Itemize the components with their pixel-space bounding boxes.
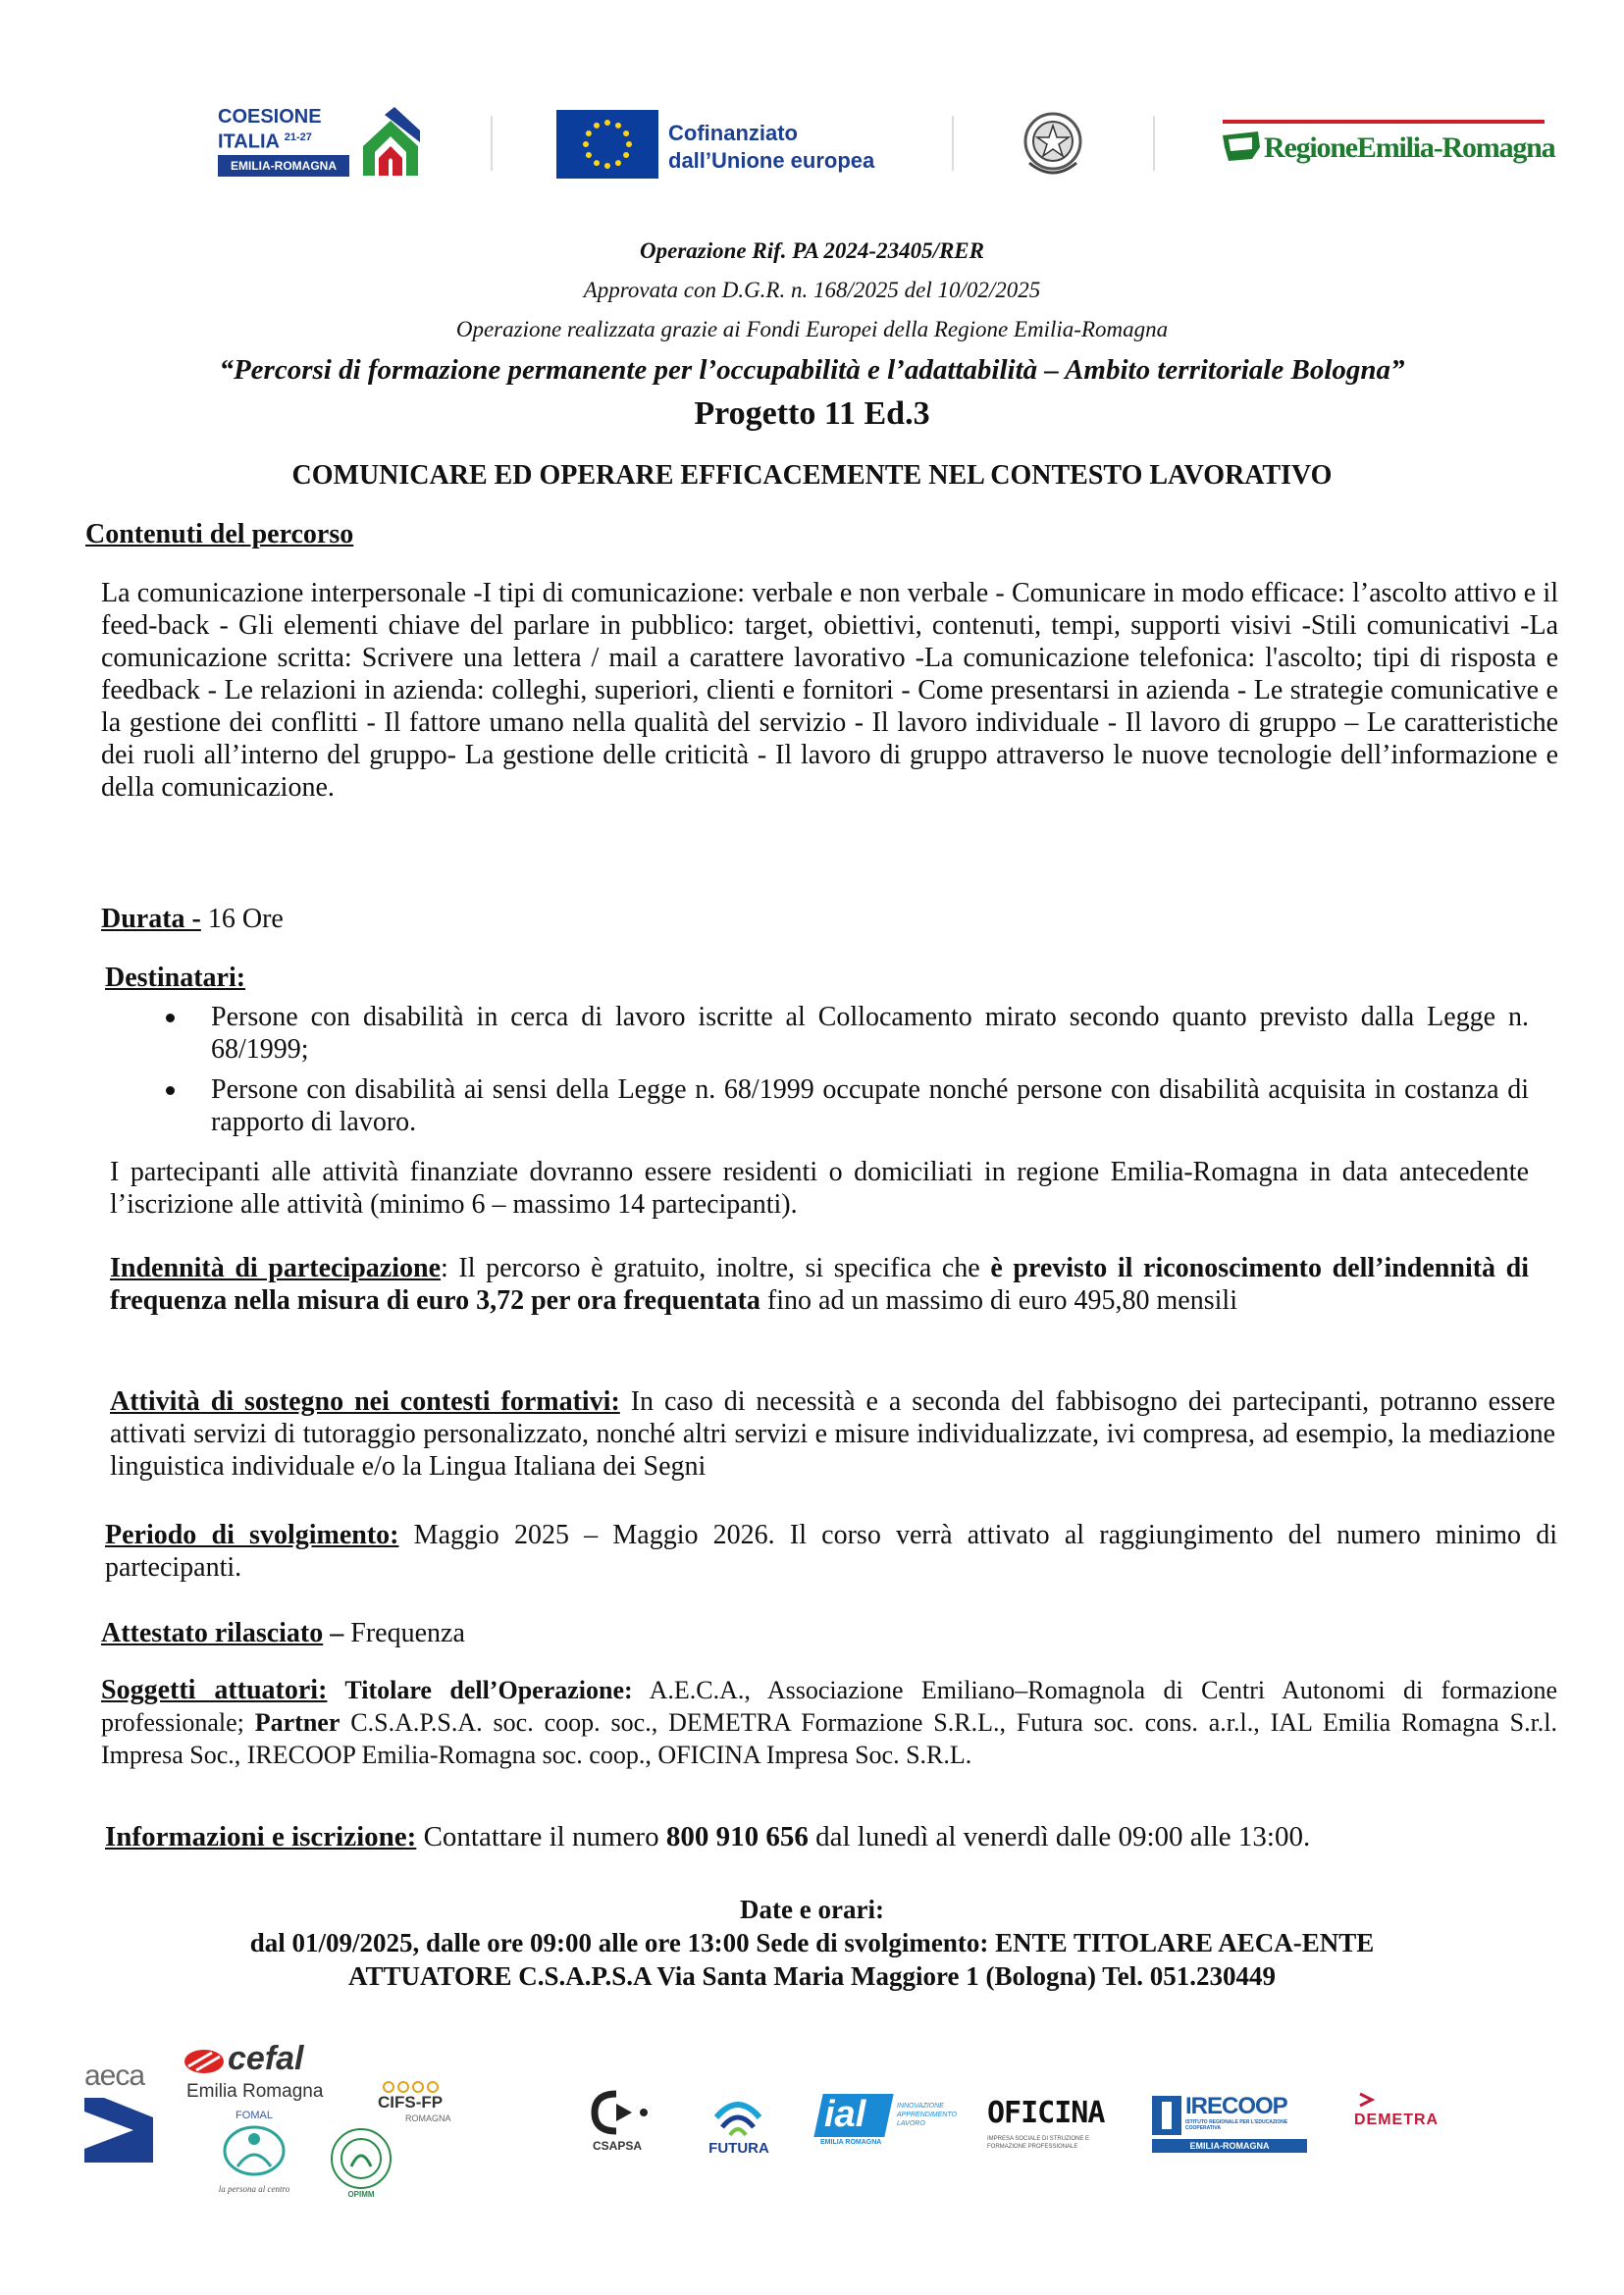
demetra-text: DEMETRA	[1354, 2112, 1440, 2128]
eu-star-icon	[586, 130, 592, 136]
ial-text: ial	[824, 2094, 866, 2135]
italian-republic-emblem-icon	[1022, 108, 1084, 183]
indennita-text2: fino ad un massimo di euro 495,80 mensili	[760, 1285, 1237, 1316]
list-item	[101, 1001, 1529, 1066]
opimm-text: OPIMM	[347, 2190, 375, 2199]
aeca-logo	[84, 2060, 155, 2168]
futura-logo	[705, 2088, 773, 2163]
project-title: Progetto 11 Ed.3	[694, 395, 930, 432]
cefal-text: cefal	[228, 2040, 304, 2077]
dates-line2: ATTUATORE C.S.A.P.S.A Via Santa Maria Maggiore 1 (Bologna) Tel. 051.230449	[347, 1961, 1277, 1991]
fomal-mark-icon	[220, 2123, 288, 2178]
futura-mark-icon	[710, 2088, 765, 2137]
demetra-logo	[1354, 2092, 1462, 2141]
separator	[952, 116, 954, 171]
destinatari-item-1: Persone con disabilità in cerca di lavoro iscritte al Collocamento mirato secondo quanto previsto dalla Legge n. 68/1999;	[211, 1002, 1529, 1065]
fomal-text: FOMAL	[236, 2110, 273, 2121]
ial-logo	[818, 2094, 956, 2153]
operation-reference: Operazione Rif. PA 2024-23405/RER	[640, 238, 984, 263]
coesione-line1: COESIONE	[218, 106, 322, 128]
eu-line1: Cofinanziato	[668, 121, 798, 145]
destinatari-list	[101, 1001, 1529, 1146]
attestato-dash: –	[323, 1618, 344, 1648]
rer-map-icon	[1223, 128, 1260, 163]
eu-cofinanced-logo	[556, 110, 890, 179]
destinatari-note: I partecipanti alle attività finanziate dovranno essere residenti o domiciliati in regione Emilia-Romagna in data antecedente l’iscrizione alle attività (minimo 6 – massimo 14 partecipanti).	[110, 1157, 1529, 1220]
separator	[1153, 116, 1155, 171]
regione-emilia-romagna-logo	[1223, 120, 1555, 171]
rer-red-bar	[1223, 120, 1545, 124]
program-title: “Percorsi di formazione permanente per l’occupabilità e l’adattabilità – Ambito territoriale Bologna”	[219, 354, 1405, 386]
cisfs-people-icon	[382, 2080, 441, 2094]
cisfs-logo	[378, 2080, 466, 2123]
list-item	[101, 1073, 1529, 1138]
approval-line: Approvata con D.G.R. n. 168/2025 del 10/02/2025	[583, 278, 1041, 302]
cefal-mark-icon	[183, 2047, 226, 2076]
durata-dash: -	[191, 904, 201, 934]
eu-star-icon	[615, 160, 621, 166]
periodo-text: Maggio 2025 – Maggio 2026. Il corso verrà attivato al raggiungimento del numero minimo di partecipanti.	[105, 1520, 1557, 1583]
oficina-sub: IMPRESA SOCIALE DI STRUZIONE E FORMAZIONE PROFESSIONALE	[987, 2136, 1090, 2150]
csapsa-logo	[589, 2090, 657, 2159]
info-text1: Contattare il numero	[416, 1821, 666, 1852]
dates-heading: Date e orari:	[740, 1895, 884, 1924]
opimm-logo	[330, 2127, 398, 2206]
cefal-logo	[183, 2041, 340, 2110]
attestato-line	[101, 1617, 984, 1649]
course-title: COMUNICARE ED OPERARE EFFICACEMENTE NEL CONTESTO LAVORATIVO	[291, 460, 1333, 491]
csapsa-mark-icon	[589, 2090, 654, 2135]
indennita-text1: : Il percorso è gratuito, inoltre, si specifica che	[441, 1253, 991, 1283]
eu-star-icon	[594, 160, 600, 166]
fomal-motto: la persona al centro	[218, 2184, 290, 2194]
cisfs-text: CIFS-FP	[378, 2093, 444, 2112]
csapsa-text: CSAPSA	[593, 2139, 643, 2153]
eu-star-icon	[594, 123, 600, 129]
indennita-bold: è previsto il riconoscimento dell’indennità di frequenza nella misura di euro 3,72 per ora frequentata	[110, 1253, 1530, 1316]
aeca-text: aeca	[84, 2060, 145, 2092]
indennita-paragraph	[110, 1252, 1529, 1317]
eu-line2: dall’Unione europea	[668, 148, 875, 173]
soggetti-label: Soggetti attuatori:	[101, 1675, 328, 1705]
oficina-logo	[987, 2098, 1115, 2157]
phone-number: 800 910 656	[665, 1821, 809, 1852]
partner-text: C.S.A.P.S.A. soc. coop. soc., DEMETRA Formazione S.R.L., Futura soc. cons. a.r.l., IAL Emilia Romagna S.r.l. Impresa Soc., IRECOOP Emilia-Romagna soc. coop., OFICINA Impresa Soc. S.R.L.	[101, 1708, 1558, 1769]
bullet-icon	[166, 1014, 175, 1022]
attestato-label: Attestato rilasciato	[101, 1618, 324, 1648]
irecoop-mark-icon	[1152, 2096, 1181, 2135]
irecoop-text: IRECOOP	[1185, 2093, 1287, 2119]
aeca-mark-icon	[84, 2098, 153, 2163]
ial-sub: EMILIA ROMAGNA	[820, 2139, 882, 2146]
titolare-text: A.E.C.A., Associazione Emiliano–Romagnola di Centri Autonomi di formazione professionale;	[101, 1676, 1557, 1737]
durata-line	[101, 903, 886, 935]
eu-star-icon	[626, 141, 632, 147]
sostegno-label: Attività di sostegno nei contesti formativi:	[110, 1386, 620, 1417]
irecoop-sub1: ISTITUTO REGIONALE PER L'EDUCAZIONE COOPERATIVA	[1185, 2119, 1288, 2131]
info-line	[105, 1821, 1557, 1853]
demetra-mark-icon	[1358, 2092, 1378, 2108]
coesione-years: 21-27	[284, 131, 312, 143]
indennita-label: Indennità di partecipazione	[110, 1253, 442, 1283]
eu-star-icon	[604, 163, 610, 169]
durata-label: Durata	[101, 904, 192, 934]
separator	[491, 116, 493, 171]
eu-star-icon	[604, 120, 610, 126]
coesione-italia: ITALIA	[218, 130, 280, 153]
futura-text: FUTURA	[708, 2140, 769, 2157]
partner-label: Partner	[254, 1708, 341, 1737]
coesione-line2	[218, 128, 312, 152]
header-logos	[0, 0, 1624, 206]
bullet-icon	[166, 1086, 175, 1095]
rer-name: RegioneEmilia-Romagna	[1264, 131, 1555, 164]
fomal-logo	[210, 2110, 298, 2208]
destinatari-item-2: Persone con disabilità ai sensi della Legge n. 68/1999 occupate nonché persone con disabilità acquisita in costanza di rapporto di lavoro.	[211, 1074, 1529, 1137]
sostegno-paragraph	[110, 1385, 1555, 1483]
periodo-paragraph	[105, 1519, 1557, 1584]
soggetti-paragraph	[101, 1674, 1557, 1771]
eu-star-icon	[615, 123, 621, 129]
eu-star-icon	[586, 152, 592, 158]
periodo-label: Periodo di svolgimento:	[105, 1520, 399, 1550]
titolare-label: Titolare dell’Operazione:	[327, 1676, 633, 1704]
attestato-text: Frequenza	[343, 1618, 465, 1648]
destinatari-heading: Destinatari:	[105, 963, 246, 993]
contenuti-heading: Contenuti del percorso	[85, 519, 354, 549]
contenuti-text: La comunicazione interpersonale -I tipi di comunicazione: verbale e non verbale - Comunicare in modo efficace: l’ascolto attivo e il feed-back - Gli elementi chiave del parlare in pubblico: target, obiettivi, contenuti, tempi, supporti visivi -Stili comunicativi -La comunicazione scritta: Scrivere una lettera / mail a carattere lavorativo -La comunicazione telefonica: l'ascolto; tipi di risposta e feedback - Le relazioni in azienda: colleghi, superiori, clienti e fornitori - Come presentarsi in azienda - Le strategie comunicative e la gestione dei conflitti - Il fattore umano nella qualità del servizio - Il lavoro individuale - Il lavoro di gruppo – Le caratteristiche dei ruoli all’interno del gruppo- La gestione delle criticità - Il lavoro di gruppo attraverso le nuove tecnologie dell’informazione e della comunicazione.	[101, 578, 1558, 803]
sostegno-text: In caso di necessità e a seconda del fabbisogno dei partecipanti, potranno essere attivati servizi di tutoraggio personalizzato, nonché altri servizi e misure individualizzate, ivi compresa, ad esempio, la mediazione linguistica individuale e/o la Lingua Italiana dei Segni	[110, 1386, 1555, 1482]
coesione-arrows-icon	[355, 107, 426, 182]
cisfs-sub: ROMAGNA	[405, 2113, 451, 2123]
irecoop-sub2: EMILIA-ROMAGNA	[1152, 2139, 1307, 2153]
cefal-sub: Emilia Romagna	[186, 2081, 324, 2102]
eu-star-icon	[623, 130, 629, 136]
ial-tagline: INNOVAZIONE APPRENDIMENTO LAVORO	[897, 2103, 957, 2127]
opimm-seal-icon	[330, 2127, 393, 2190]
info-text2: dal lunedì al venerdì dalle 09:00 alle 13:00.	[808, 1821, 1311, 1852]
irecoop-logo	[1152, 2093, 1307, 2159]
eu-star-icon	[623, 152, 629, 158]
eu-star-icon	[583, 141, 589, 147]
eu-flag-icon	[556, 110, 658, 179]
durata-value: 16 Ore	[200, 904, 284, 934]
funding-line: Operazione realizzata grazie ai Fondi Europei della Regione Emilia-Romagna	[455, 317, 1169, 341]
dates-line1: dal 01/09/2025, dalle ore 09:00 alle ore 13:00 Sede di svolgimento: ENTE TITOLARE AECA-ENTE	[249, 1928, 1375, 1957]
coesione-italia-logo	[218, 101, 426, 185]
eu-text	[668, 120, 874, 175]
oficina-text: OFICINA	[987, 2096, 1105, 2130]
coesione-band: EMILIA-ROMAGNA	[218, 155, 349, 177]
info-label: Informazioni e iscrizione:	[105, 1821, 417, 1852]
